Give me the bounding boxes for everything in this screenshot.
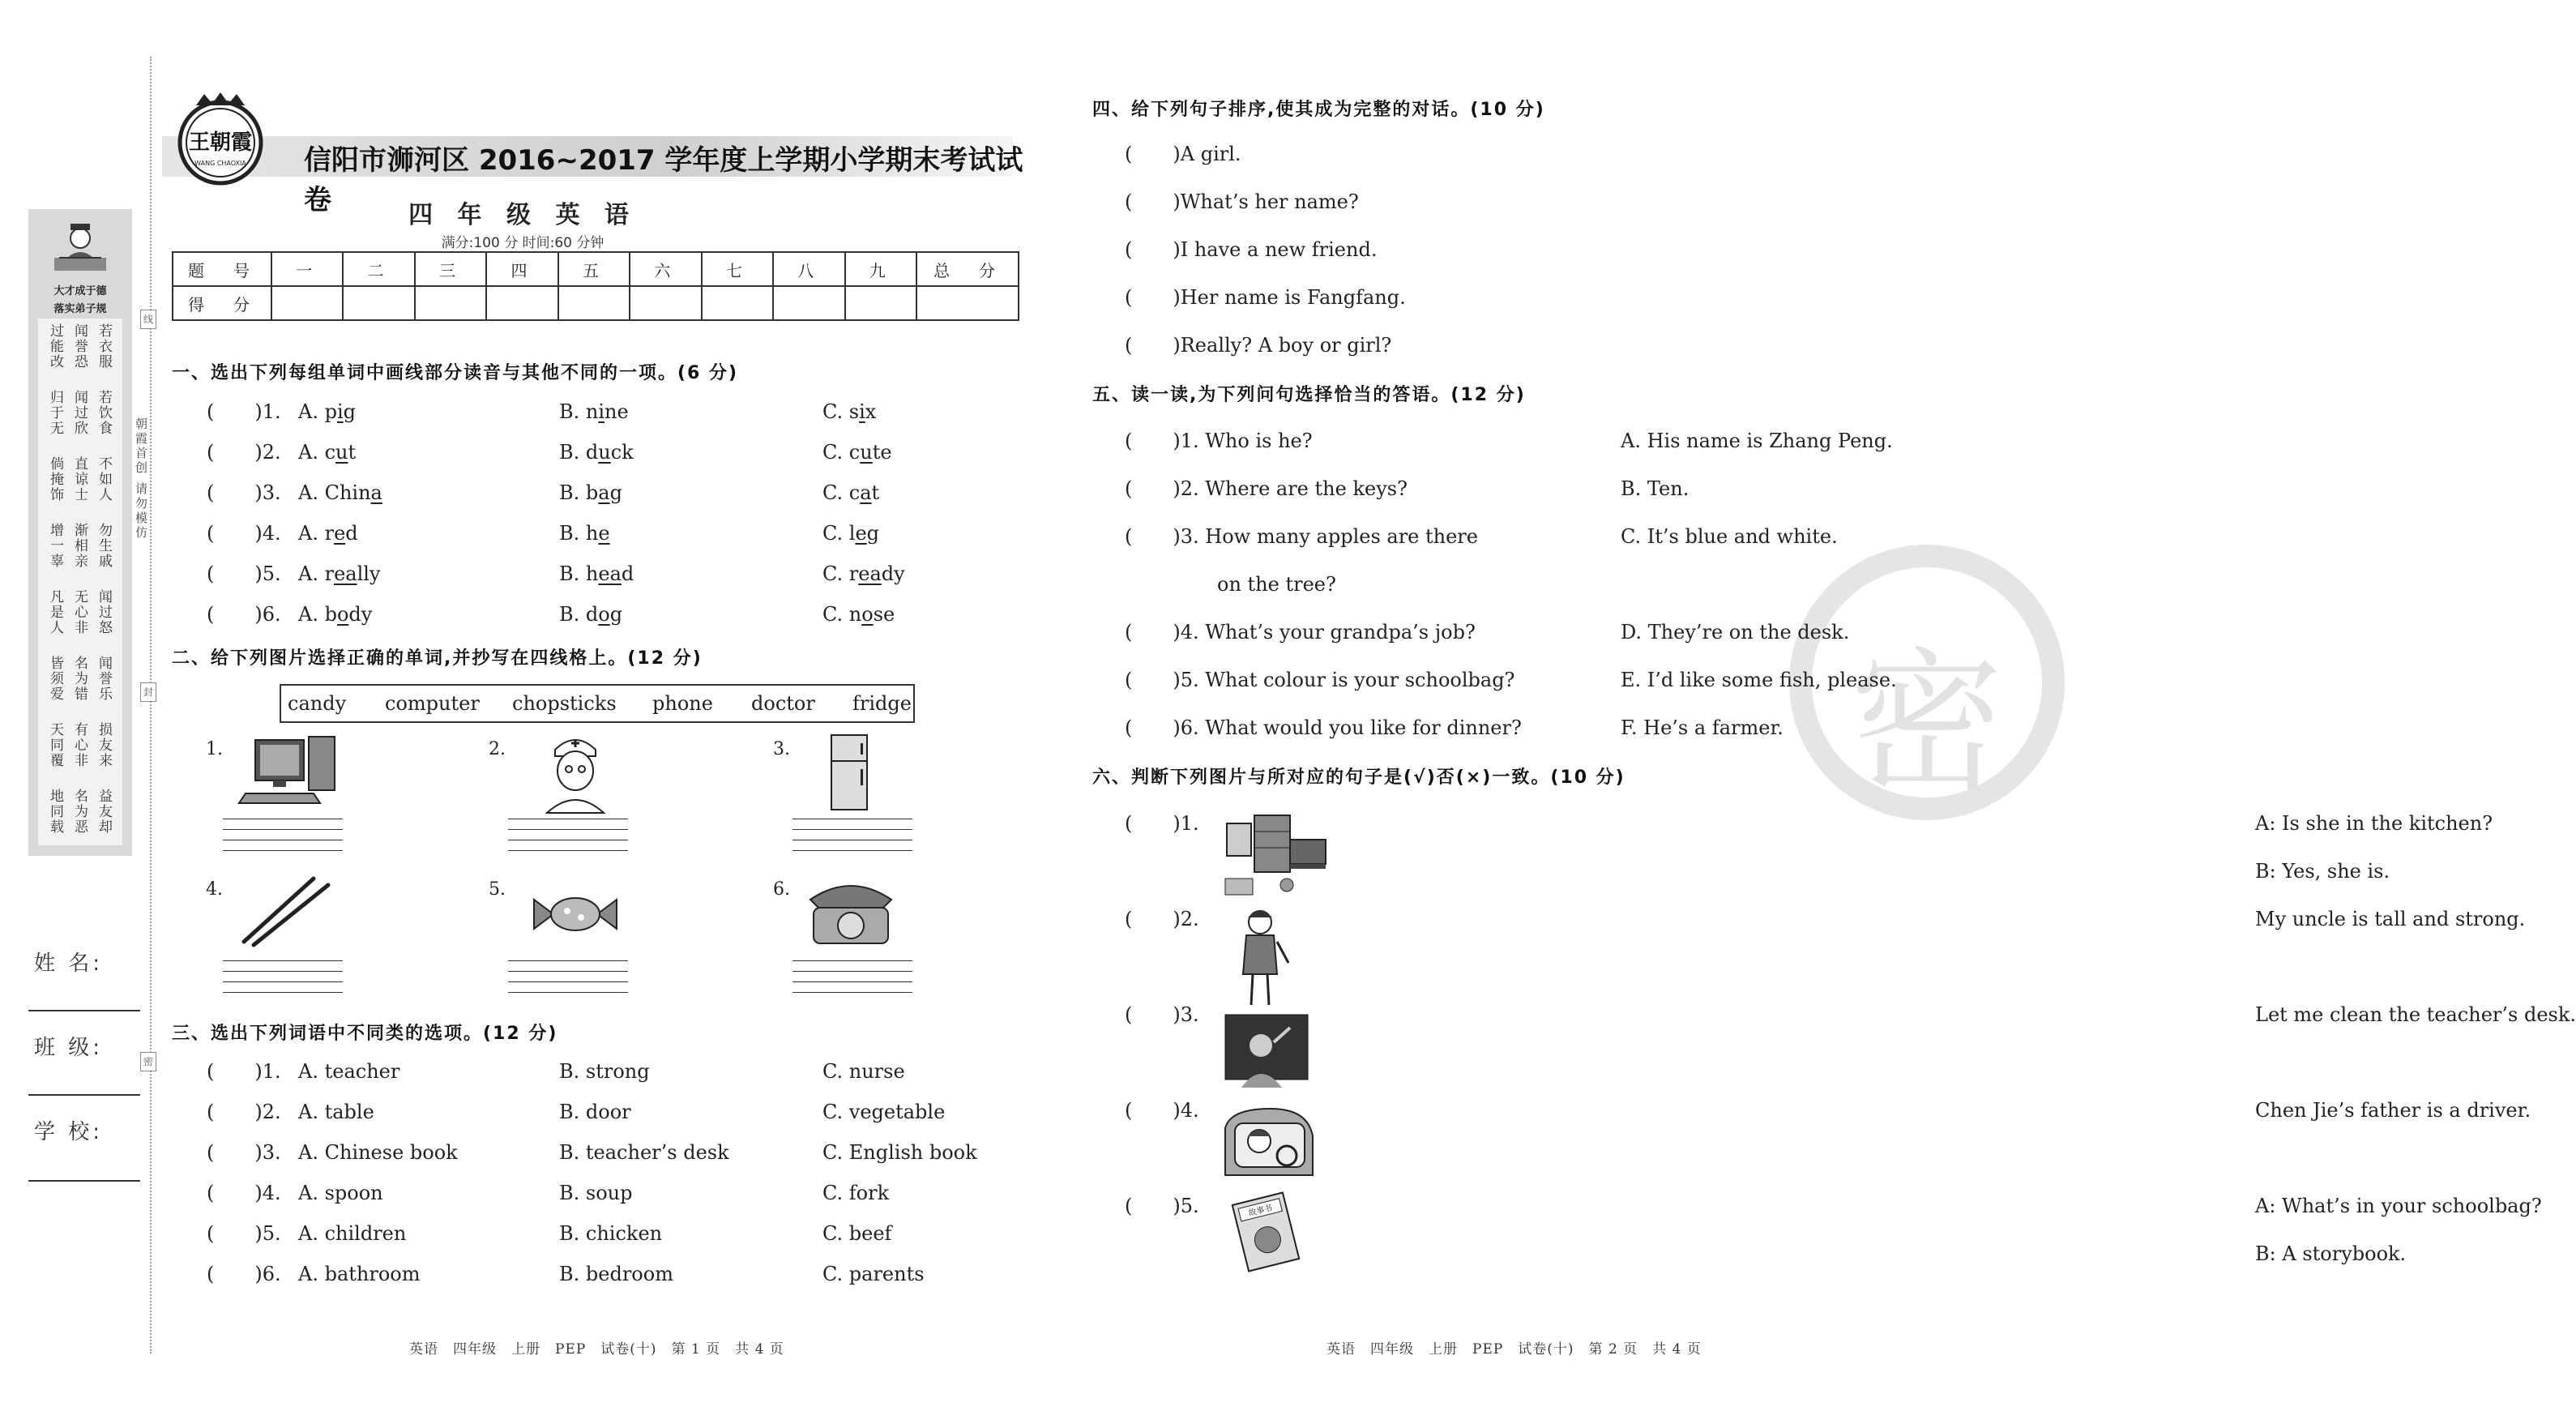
score-cell[interactable] <box>916 286 1019 320</box>
s1-q2-a: A. cut <box>298 441 357 464</box>
score-cell[interactable] <box>702 286 773 320</box>
exam-meta: 满分:100 分 时间:60 分钟 <box>441 235 604 251</box>
word-bank-item: phone <box>652 692 713 715</box>
s3-q6-b: B. bedroom <box>559 1263 673 1285</box>
candy-icon <box>531 890 620 939</box>
name-label: 姓 名: <box>34 951 104 976</box>
score-header-cell: 五 <box>558 252 630 286</box>
exam-title: 信阳市浉河区 2016~2017 学年度上学期小学期末考试试卷 <box>304 144 1023 216</box>
s1-q2[interactable]: ( )2. <box>207 441 281 464</box>
section4-heading: 四、给下列句子排序,使其成为完整的对话。(10 分) <box>1092 100 1545 120</box>
s5-question[interactable]: ( )2. Where are the keys? <box>1125 477 1408 500</box>
score-cell[interactable] <box>343 286 414 320</box>
s3-q5-c: C. beef <box>822 1222 892 1245</box>
book-label: 故事书 <box>1247 1204 1274 1219</box>
s5-question[interactable]: ( )3. How many apples are there <box>1125 525 1478 548</box>
s3-q1[interactable]: ( )1. <box>207 1060 281 1083</box>
score-header-cell: 四 <box>486 252 557 286</box>
s1-q5-a: A. really <box>298 562 381 585</box>
section5-heading: 五、读一读,为下列问句选择恰当的答语。(12 分) <box>1092 385 1526 405</box>
s3-q4-c: C. fork <box>822 1182 890 1204</box>
storybook-icon <box>1225 1191 1306 1272</box>
margin-motto-panel <box>28 209 132 856</box>
s4-item[interactable]: ( )Her name is Fangfang. <box>1125 286 1406 309</box>
logo-text: 王朝霞 <box>188 130 253 155</box>
motto-col: 凡是人 <box>47 589 63 635</box>
motto-col: 损友来 <box>96 722 112 768</box>
s5-answer: C. It’s blue and white. <box>1621 525 1838 548</box>
pic-num: 6. <box>773 879 790 900</box>
s3-q2-c: C. vegetable <box>822 1101 946 1123</box>
motto-col: 有心非 <box>71 722 88 768</box>
s1-q3-c: C. cat <box>822 481 880 504</box>
word-bank-item: doctor <box>751 692 815 715</box>
motto-col: 若衣服 <box>96 323 112 370</box>
page-1 <box>0 0 1045 1411</box>
motto-col: 渐相亲 <box>71 523 88 569</box>
section6-heading: 六、判断下列图片与所对应的句子是(√)否(×)一致。(10 分) <box>1092 767 1625 788</box>
motto-col: 名为错 <box>71 656 88 702</box>
s1-q1[interactable]: ( )1. <box>207 400 281 423</box>
writing-lines-3[interactable] <box>792 819 912 854</box>
motto-col: 闻誉恐 <box>71 323 88 370</box>
doctor-icon <box>539 732 612 813</box>
s3-q1-a: A. teacher <box>298 1060 400 1083</box>
score-cell[interactable] <box>271 286 343 320</box>
score-header-cell: 九 <box>845 252 917 286</box>
pic-num: 4. <box>206 879 223 900</box>
s3-q6-a: A. bathroom <box>298 1263 421 1285</box>
motto-col: 地同载 <box>47 789 63 835</box>
section3-heading: 三、选出下列词语中不同类的选项。(12 分) <box>172 1024 558 1044</box>
motto-line-2: 落实弟子规 <box>53 303 107 315</box>
motto-col: 天同覆 <box>47 722 63 768</box>
motto-col: 倘掩饰 <box>47 456 63 502</box>
score-header-row <box>173 252 1019 286</box>
score-table <box>172 251 1019 321</box>
s6-q4[interactable]: ( )4. <box>1125 1099 1199 1122</box>
motto-col: 无心非 <box>71 589 88 635</box>
s3-q3-a: A. Chinese book <box>298 1141 458 1164</box>
s1-q1-b: B. nine <box>559 400 629 423</box>
page-2 <box>1045 0 2576 1411</box>
word-bank-item: computer <box>385 692 480 715</box>
motto-col: 益友却 <box>96 789 112 835</box>
s3-q5-b: B. chicken <box>559 1222 663 1245</box>
motto-col: 闻过欣 <box>71 390 88 436</box>
stamp-char: 密 <box>1849 634 2004 813</box>
s1-q6-c: C. nose <box>822 603 895 626</box>
score-header-cell: 七 <box>702 252 773 286</box>
copyright-note: 朝霞首创 请勿模仿 <box>134 417 148 541</box>
pic-num: 5. <box>489 879 506 900</box>
section2-heading: 二、给下列图片选择正确的单词,并抄写在四线格上。(12 分) <box>172 648 703 669</box>
word-bank-item: candy <box>288 692 347 715</box>
pic-num: 1. <box>206 739 223 759</box>
motto-col: 闻誉乐 <box>96 656 112 702</box>
s3-q2[interactable]: ( )2. <box>207 1101 281 1123</box>
score-cell[interactable] <box>415 286 486 320</box>
writing-lines-1[interactable] <box>223 819 343 854</box>
writing-lines-4[interactable] <box>223 960 343 996</box>
score-cell[interactable] <box>845 286 917 320</box>
motto-col: 皆须爱 <box>47 656 63 702</box>
s6-q2-sentence: My uncle is tall and strong. <box>2255 908 2526 930</box>
score-header-cell: 一 <box>271 252 343 286</box>
motto-line-1: 大才成于德 <box>53 285 107 297</box>
s1-q4-a: A. red <box>298 522 358 545</box>
score-header-cell: 八 <box>773 252 844 286</box>
score-header-cell: 二 <box>343 252 414 286</box>
score-cell[interactable] <box>630 286 701 320</box>
s6-q5-line-a: A: What’s in your schoolbag? <box>2255 1195 2542 1217</box>
s5-question-cont: on the tree? <box>1217 573 1336 596</box>
s3-q6-c: C. parents <box>822 1263 925 1285</box>
s1-q3-a: A. China <box>298 481 382 504</box>
s1-q6-a: A. body <box>298 603 373 626</box>
name-field[interactable] <box>28 1010 140 1011</box>
s1-q3[interactable]: ( )3. <box>207 481 281 504</box>
s6-q1-line-b: B: Yes, she is. <box>2255 860 2390 883</box>
s6-q5-line-b: B: A storybook. <box>2255 1242 2407 1265</box>
s3-q4-a: A. spoon <box>298 1182 383 1204</box>
writing-lines-5[interactable] <box>508 960 628 996</box>
s5-answer: D. They’re on the desk. <box>1621 621 1850 644</box>
s3-q3[interactable]: ( )3. <box>207 1141 281 1164</box>
s5-answer: E. I’d like some fish, please. <box>1621 669 1897 691</box>
s3-q3-c: C. English book <box>822 1141 977 1164</box>
score-cell[interactable] <box>486 286 557 320</box>
score-row <box>173 286 1019 320</box>
motto-col: 闻过怒 <box>96 589 112 635</box>
chopsticks-icon <box>239 874 336 947</box>
s1-q6[interactable]: ( )6. <box>207 603 281 626</box>
score-header-cell: 题 号 <box>173 252 271 286</box>
motto-col: 归于无 <box>47 390 63 436</box>
s5-answer: F. He’s a farmer. <box>1621 716 1784 739</box>
s1-q5-b: B. head <box>559 562 634 585</box>
s5-question[interactable]: ( )1. Who is he? <box>1125 430 1313 452</box>
page-footer: 英语 四年级 上册 PEP 试卷(十) 第 2 页 共 4 页 <box>1326 1341 1702 1358</box>
writing-lines-2[interactable] <box>508 819 628 854</box>
s1-q1-a: A. pig <box>298 400 357 423</box>
score-cell[interactable] <box>558 286 630 320</box>
motto-col: 直谅士 <box>71 456 88 502</box>
s6-q4-sentence: Chen Jie’s father is a driver. <box>2255 1099 2531 1122</box>
score-header-cell: 总 分 <box>916 252 1019 286</box>
s6-q3[interactable]: ( )3. <box>1125 1003 1199 1026</box>
s1-q6-b: B. dog <box>559 603 623 626</box>
motto-col: 名为恶 <box>71 789 88 835</box>
s3-q1-b: B. strong <box>559 1060 650 1083</box>
subject-title: 四 年 级 英 语 <box>408 201 637 229</box>
s1-q1-c: C. six <box>822 400 877 423</box>
s1-q4-b: B. he <box>559 522 610 545</box>
s6-q1-line-a: A: Is she in the kitchen? <box>2255 812 2493 835</box>
seal-mark: 封 <box>140 682 156 702</box>
seal-mark: 密 <box>140 1052 156 1071</box>
word-bank-item: fridge <box>852 692 912 715</box>
s3-q1-c: C. nurse <box>822 1060 905 1083</box>
s6-q1[interactable]: ( )1. <box>1125 812 1199 835</box>
s5-question[interactable]: ( )5. What colour is your schoolbag? <box>1125 669 1515 691</box>
s6-q3-sentence: Let me clean the teacher’s desk. <box>2255 1003 2576 1026</box>
s3-q3-b: B. teacher’s desk <box>559 1141 729 1164</box>
s3-q4-b: B. soup <box>559 1182 633 1204</box>
woman-icon <box>1224 906 1297 1011</box>
writing-lines-6[interactable] <box>792 960 912 996</box>
score-header-cell: 六 <box>630 252 701 286</box>
s3-q2-b: B. door <box>559 1101 631 1123</box>
s6-q5[interactable]: ( )5. <box>1125 1195 1199 1217</box>
score-cell[interactable] <box>773 286 844 320</box>
class-label: 班 级: <box>34 1036 104 1060</box>
s1-q5-c: C. ready <box>822 562 905 585</box>
s1-q5[interactable]: ( )5. <box>207 562 281 585</box>
school-field[interactable] <box>28 1180 140 1182</box>
class-field[interactable] <box>28 1094 140 1096</box>
score-label-cell: 得 分 <box>173 286 271 320</box>
score-header-cell: 三 <box>415 252 486 286</box>
binding-line <box>150 57 152 1353</box>
motto-columns <box>38 319 122 845</box>
motto-col: 增一辜 <box>47 523 63 569</box>
s3-q2-a: A. table <box>298 1101 374 1123</box>
brand-logo-icon <box>172 91 269 188</box>
fridge-icon <box>825 732 874 813</box>
s1-q2-c: C. cute <box>822 441 892 464</box>
s5-answer: A. His name is Zhang Peng. <box>1621 430 1893 452</box>
motto-col: 不如人 <box>96 456 112 502</box>
pic-num: 2. <box>489 739 506 759</box>
phone-icon <box>802 875 899 948</box>
section1-heading: 一、选出下列每组单词中画线部分读音与其他不同的一项。(6 分) <box>172 363 739 383</box>
car-driver-icon <box>1222 1104 1316 1180</box>
s4-item[interactable]: ( )What’s her name? <box>1125 190 1359 213</box>
classroom-icon <box>1224 1013 1309 1088</box>
s3-q5[interactable]: ( )5. <box>207 1222 281 1245</box>
s3-q4[interactable]: ( )4. <box>207 1182 281 1204</box>
word-bank-item: chopsticks <box>512 692 617 715</box>
logo-subtext: WANG CHAOXIA <box>194 160 246 167</box>
s5-question[interactable]: ( )4. What’s your grandpa’s job? <box>1125 621 1476 644</box>
page-footer: 英语 四年级 上册 PEP 试卷(十) 第 1 页 共 4 页 <box>409 1341 784 1358</box>
motto-col: 勿生戚 <box>96 523 112 569</box>
s3-q5-a: A. children <box>298 1222 407 1245</box>
motto-col: 过能改 <box>47 323 63 370</box>
motto-col: 若饮食 <box>96 390 112 436</box>
computer-icon <box>239 733 344 806</box>
s1-q4-c: C. leg <box>822 522 880 545</box>
pic-num: 3. <box>773 739 790 759</box>
s1-q4[interactable]: ( )4. <box>207 522 281 545</box>
s4-item[interactable]: ( )I have a new friend. <box>1125 238 1378 261</box>
seal-mark: 线 <box>140 310 156 329</box>
school-label: 学 校: <box>34 1120 104 1144</box>
word-bank <box>280 684 915 723</box>
s1-q3-b: B. bag <box>559 481 622 504</box>
s4-item[interactable]: ( )Really? A boy or girl? <box>1125 334 1392 357</box>
s5-question[interactable]: ( )6. What would you like for dinner? <box>1125 716 1522 739</box>
s5-answer: B. Ten. <box>1621 477 1690 500</box>
s3-q6[interactable]: ( )6. <box>207 1263 281 1285</box>
s4-item[interactable]: ( )A girl. <box>1125 143 1241 165</box>
study-room-icon <box>1222 810 1327 900</box>
s6-q2[interactable]: ( )2. <box>1125 908 1199 930</box>
s1-q2-b: B. duck <box>559 441 634 464</box>
